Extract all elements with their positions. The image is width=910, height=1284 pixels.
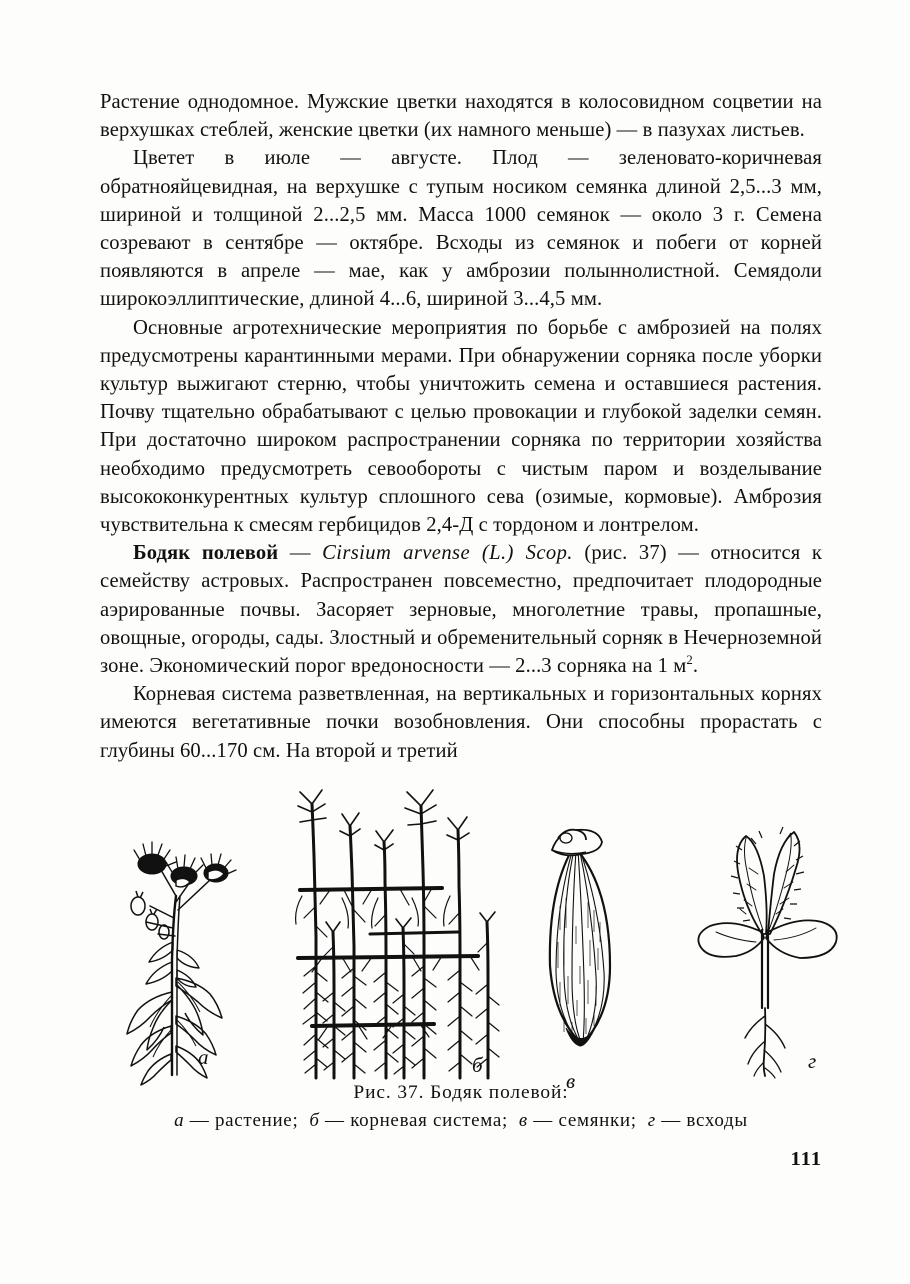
species-paragraph-text: относится к семейству астровых. Распространен повсеместно, предпочитает плодородные аэрированные почвы. Засоряет зерновые, многолетние травы, пропашные, овощные, огороды, сады. Злостный и обременительный сорняк в Нечерноземной зоне. Экономический порог вредоносности — 2...3 сорняка на 1 м (100, 542, 822, 678)
legend-text-b: корневая система; (350, 1110, 508, 1131)
seedling-drawing (686, 810, 856, 1078)
species-name-russian: Бодяк полевой (133, 542, 279, 565)
figure-reference: (рис. 37) — (572, 542, 711, 565)
whole-plant-drawing (106, 810, 291, 1078)
legend-dash-c: — (527, 1110, 559, 1131)
paragraph-cirsium-intro (100, 539, 822, 680)
legend-dash-a: — (184, 1110, 215, 1131)
square-meter-superscript: 2 (686, 653, 693, 668)
paragraph-ambrosia-flowers: Растение однодомное. Мужские цветки находятся в колосовидном соцветии на верхушках стеблей, женские цветки (их намного меньше) — в пазухах листьев. (100, 91, 822, 142)
paragraph-cirsium-roots: Корневая система разветвленная, на вертикальных и горизонтальных корнях имеются вегетативные почки возобновления. Они способны прорастать с глубины 60...170 см. На второй и третий (100, 683, 822, 762)
paragraph-ambrosia-control: Основные агротехнические мероприятия по борьбе с амброзией на полях предусмотрены карантинными мерами. При обнаружении сорняка после уборки культур выжигают стерню, чтобы уничтожить семена и оставшиеся растения. Почву тщательно обрабатывают с целью провокации и глубокой заделки семян. При достаточно широком распространении сорняка по территории хозяйства необходимо предусмотреть севообороты с чистым паром и возделывание высококонкурентных культур сплошного сева (озимые, кормовые). Амброзия чувствительна к смесям гербицидов 2,4-Д с тордоном и лонтрелом. (100, 316, 822, 537)
panel-label-d: г (808, 1049, 817, 1073)
legend-text-c: семянки; (558, 1110, 637, 1131)
panel-label-b: б (472, 1053, 483, 1077)
text-column (100, 88, 822, 765)
legend-text-d: всходы (686, 1110, 748, 1131)
figure-caption-legend (100, 1110, 822, 1132)
legend-dash-d: — (655, 1110, 687, 1131)
legend-letter-d: г (647, 1110, 656, 1131)
species-name-latin: Cirsium arvense (L.) Scop. (322, 542, 573, 565)
species-paragraph-tail: . (692, 655, 699, 678)
legend-text-a: растение; (214, 1110, 299, 1131)
figure-caption (100, 1082, 822, 1132)
legend-dash-b: — (319, 1110, 351, 1131)
legend-letter-a: а (174, 1110, 185, 1131)
paragraph-ambrosia-fruit: Цветет в июле — августе. Плод — зеленовато-коричневая обратнояйцевидная, на верхушке с тупым носиком семянка длиной 2,5...3 мм, шириной и толщиной 2...2,5 мм. Масса 1000 семянок — около 3 г. Семена созревают в сентябре — октябре. Всходы из семянок и побеги от корней появляются в апреле — мае, как у амброзии полыннолистной. Семядоли широкоэллиптические, длиной 4...6, шириной 3...4,5 мм. (100, 147, 822, 311)
legend-letter-b: б (309, 1110, 320, 1131)
figure-caption-title: Рис. 37. Бодяк полевой: (353, 1082, 569, 1103)
panel-label-a: а (198, 1045, 209, 1069)
page-number: 111 (790, 1148, 822, 1170)
figure-panel-a-plant (106, 810, 291, 1078)
species-dash: — (278, 542, 323, 565)
figure-panel-c-seed (514, 816, 644, 1093)
figure-panel-d-seedling (686, 810, 856, 1078)
achene-seed-drawing (514, 816, 644, 1078)
figure-panel-b-roots (282, 786, 512, 1078)
panel-label-c: в (566, 1069, 576, 1093)
legend-letter-c: в (518, 1110, 528, 1131)
root-system-drawing (282, 786, 512, 1078)
